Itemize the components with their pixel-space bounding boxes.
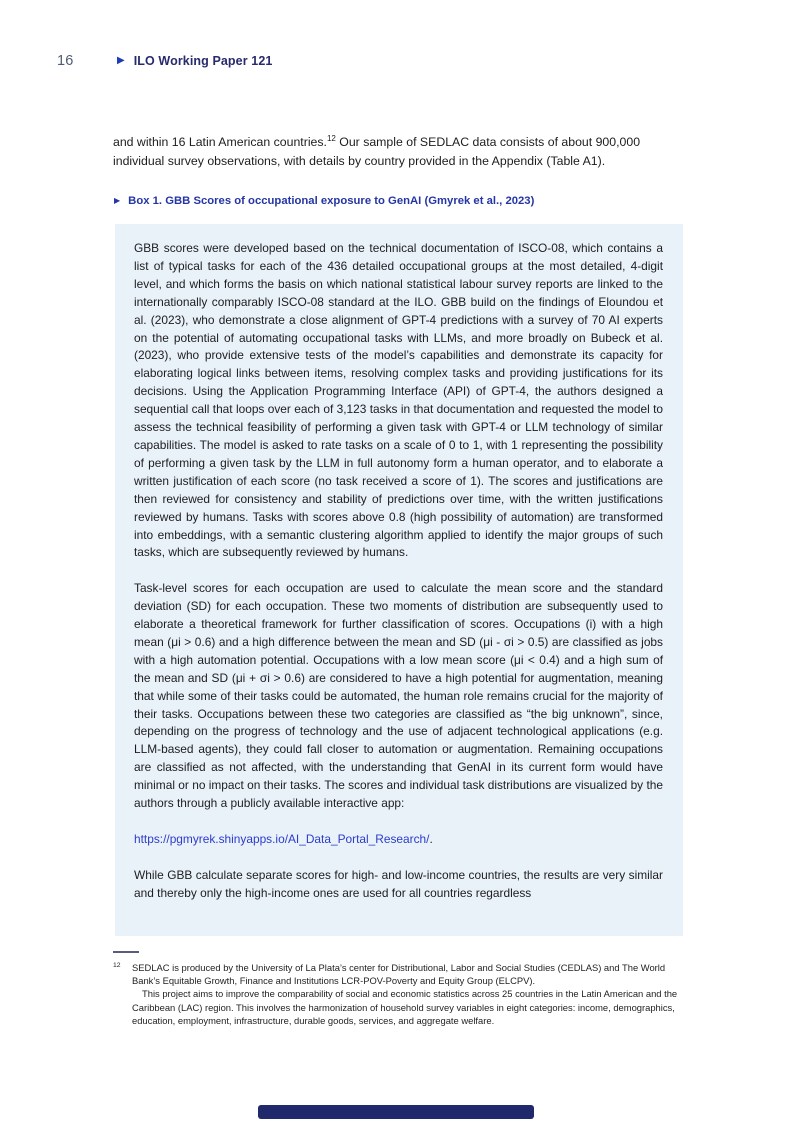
box-paragraph-1: GBB scores were developed based on the technical documentation of ISCO-08, which contains a list of typical tasks for each of the 436 detailed occupational groups at the most detailed, 4-digit level, and which forms the basis on which national statistical labour survey reports are linked to the internationally comparably ISCO-08 standard at the ILO. GBB build on the findings of Eloundou et al. (2023), who demonstrate a close alignment of GPT-4 predictions with a survey of 70 AI experts on the potential of automating occupational tasks with LLMs, and more broadly on Bubeck et al. (2023), who provide extensive tests of the model’s capabilities and demonstrate its capacity for elaborating logical links between items, resolving complex tasks and providing justifications for its decisions. Using the Application Programming Interface (API) of GPT-4, the authors designed a sequential call that loops over each of 3,123 tasks in that documentation and requested the model to assess the technical feasibility of performing a given task with GPT-4 or LLM technology of similar capabilities. The model is asked to rate tasks on a scale of 0 to 1, with 1 representing the possibility of performing a given task by the LLM in full autonomy form a human operator, and to elaborate a written justification of each score (no task received a score of 1). The scores and justifications are then reviewed for consistency and stability of predictions over time, with the written justifications reviewed by humans. Tasks with scores above 0.8 (high possibility of automation) are transformed into embeddings, with a semantic clustering algorithm applied to identify the major groups of such tasks, which are subsequently reviewed by humans. [134, 241, 663, 560]
page-header [0, 53, 793, 73]
box-1-content [115, 224, 683, 936]
home-indicator-bar [258, 1105, 534, 1119]
interactive-app-link[interactable]: https://pgmyrek.shinyapps.io/AI_Data_Portal_Research/ [134, 831, 430, 846]
footnote-area [113, 961, 685, 1027]
link-suffix: . [429, 831, 433, 846]
intro-text-start: and within 16 Latin American countries. [113, 135, 327, 149]
arrow-right-icon: ▶ [114, 196, 121, 205]
box-title-row [114, 195, 682, 207]
footnote-separator-rule [113, 951, 139, 953]
intro-paragraph [113, 133, 681, 170]
app-link-line [134, 831, 663, 849]
box-paragraph-2: Task-level scores for each occupation are used to calculate the mean score and the standard deviation (SD) for each occupation. These two moments of distribution are subsequently used to elaborate a theoretical framework for further classification of scores. Occupations (i) with a high mean (μi > 0.6) and a high difference between the mean and SD (μi - σi > 0.5) are classified as jobs with a high automation potential. Occupations with a low mean score (μi < 0.4) and a high sum of the mean and SD (μi + σi > 0.6) are considered to have a high potential for augmentation, meaning that while some of their tasks could be automated, the human role remains crucial for the majority of their tasks. Occupations between these two categories are classified as “the big unknown”, since, depending on the progress of technology and the use of adjacent technological applications (e.g. LLM-based agents), they could fall closer to automation or augmentation. Remaining occupations are classified as not affected, with the understanding that GenAI in its current form would have minimal or no impact on their tasks. The scores and individual task distributions are visualized by the authors through a publicly available interactive app: [134, 581, 663, 811]
footnote-paragraph-1: SEDLAC is produced by the University of La Plata’s center for Distributional, Labor and Social Studies (CEDLAS) and The World Bank’s Equitable Growth, Finance and Institutions LCR-POV-Poverty and Equity Group (ELCPV). [132, 962, 666, 987]
footnote-paragraph-2: This project aims to improve the comparability of social and economic statistics across 25 countries in the Latin American and the Caribbean (LAC) region. This involves the harmonization of household survey variables in eight categories: income, demographics, education, employment, infrastructure, durable goods, services, and aggregate welfare. [132, 988, 678, 1026]
running-header [117, 54, 272, 68]
footnote-text [132, 961, 685, 1027]
footnote-reference[interactable]: 12 [326, 133, 336, 143]
page-number: 16 [57, 53, 74, 69]
header-title: ILO Working Paper 121 [133, 54, 273, 68]
box-title: Box 1. GBB Scores of occupational exposure to GenAI (Gmyrek et al., 2023) [128, 195, 535, 207]
intro-text-end: Our sample of SEDLAC data consists of about 900,000 individual survey observations, with details by country provided in the Appendix (Table A1). [113, 135, 641, 168]
footnote-marker: 12 [113, 962, 121, 969]
arrow-right-icon: ▶ [117, 55, 125, 66]
box-paragraph-3: While GBB calculate separate scores for high- and low-income countries, the results are very similar and thereby only the high-income ones are used for all countries regardless [134, 867, 663, 900]
